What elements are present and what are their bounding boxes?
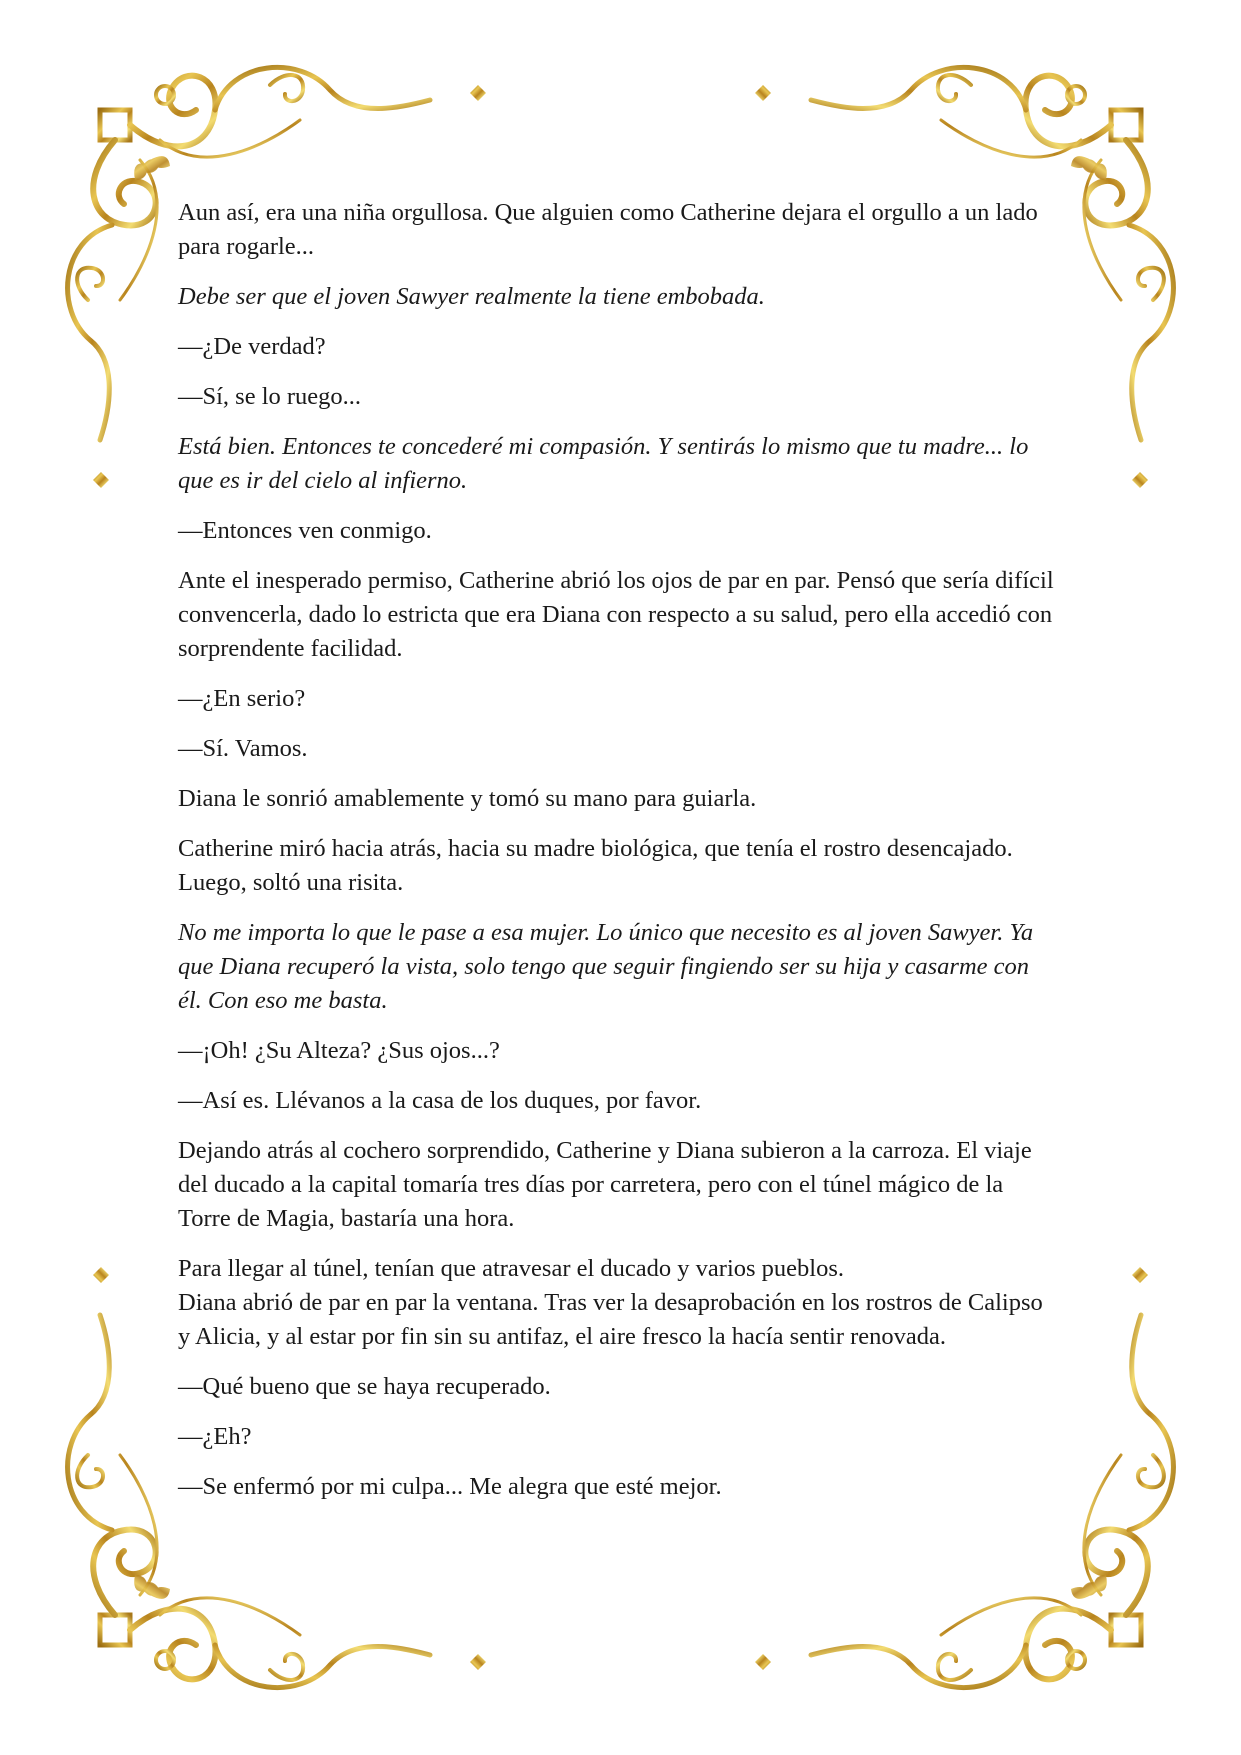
paragraph: —¡Oh! ¿Su Alteza? ¿Sus ojos...? xyxy=(178,1037,500,1064)
page-text xyxy=(178,196,1058,1520)
paragraph: —Sí, se lo ruego... xyxy=(178,383,362,410)
paragraph: Está bien. Entonces te concederé mi compasión. Y sentirás lo mismo que tu madre... lo que es ir del cielo al infierno. xyxy=(178,433,1029,494)
paragraph: Catherine miró hacia atrás, hacia su madre biológica, que tenía el rostro desencajado. Luego, soltó una risita. xyxy=(178,835,1013,896)
paragraph: Dejando atrás al cochero sorprendido, Catherine y Diana subieron a la carroza. El viaje del ducado a la capital tomaría tres días por carretera, pero con el túnel mágico de la Torre de Magia, bastaría una hora. xyxy=(178,1137,1032,1232)
paragraph: Aun así, era una niña orgullosa. Que alguien como Catherine dejara el orgullo a un lado para rogarle... xyxy=(178,199,1038,260)
paragraph: —Qué bueno que se haya recuperado. xyxy=(178,1373,551,1400)
paragraph: Diana abrió de par en par la ventana. Tras ver la desaprobación en los rostros de Calipso y Alicia, y al estar por fin sin su antifaz, el aire fresco la hacía sentir renovada. xyxy=(178,1289,1043,1350)
paragraph: —Se enfermó por mi culpa... Me alegra que esté mejor. xyxy=(178,1473,722,1500)
paragraph: —Entonces ven conmigo. xyxy=(178,517,432,544)
paragraph: No me importa lo que le pase a esa mujer. Lo único que necesito es al joven Sawyer. Ya que Diana recuperó la vista, solo tengo que seguir fingiendo ser su hija y casarme con él. Con eso me basta. xyxy=(178,919,1034,1014)
paragraph: Ante el inesperado permiso, Catherine abrió los ojos de par en par. Pensó que sería difícil convencerla, dado lo estricta que era Diana con respecto a su salud, pero ella accedió con sorprendente facilidad. xyxy=(178,567,1054,662)
paragraph: Diana le sonrió amablemente y tomó su mano para guiarla. xyxy=(178,785,757,812)
paragraph: Debe ser que el joven Sawyer realmente la tiene embobada. xyxy=(178,283,765,310)
paragraph: —¿De verdad? xyxy=(178,333,326,360)
paragraph: —Así es. Llévanos a la casa de los duques, por favor. xyxy=(178,1087,702,1114)
paragraph: —¿En serio? xyxy=(178,685,306,712)
paragraph: —¿Eh? xyxy=(178,1423,252,1450)
paragraph: —Sí. Vamos. xyxy=(178,735,308,762)
paragraph: Para llegar al túnel, tenían que atravesar el ducado y varios pueblos. xyxy=(178,1255,845,1282)
